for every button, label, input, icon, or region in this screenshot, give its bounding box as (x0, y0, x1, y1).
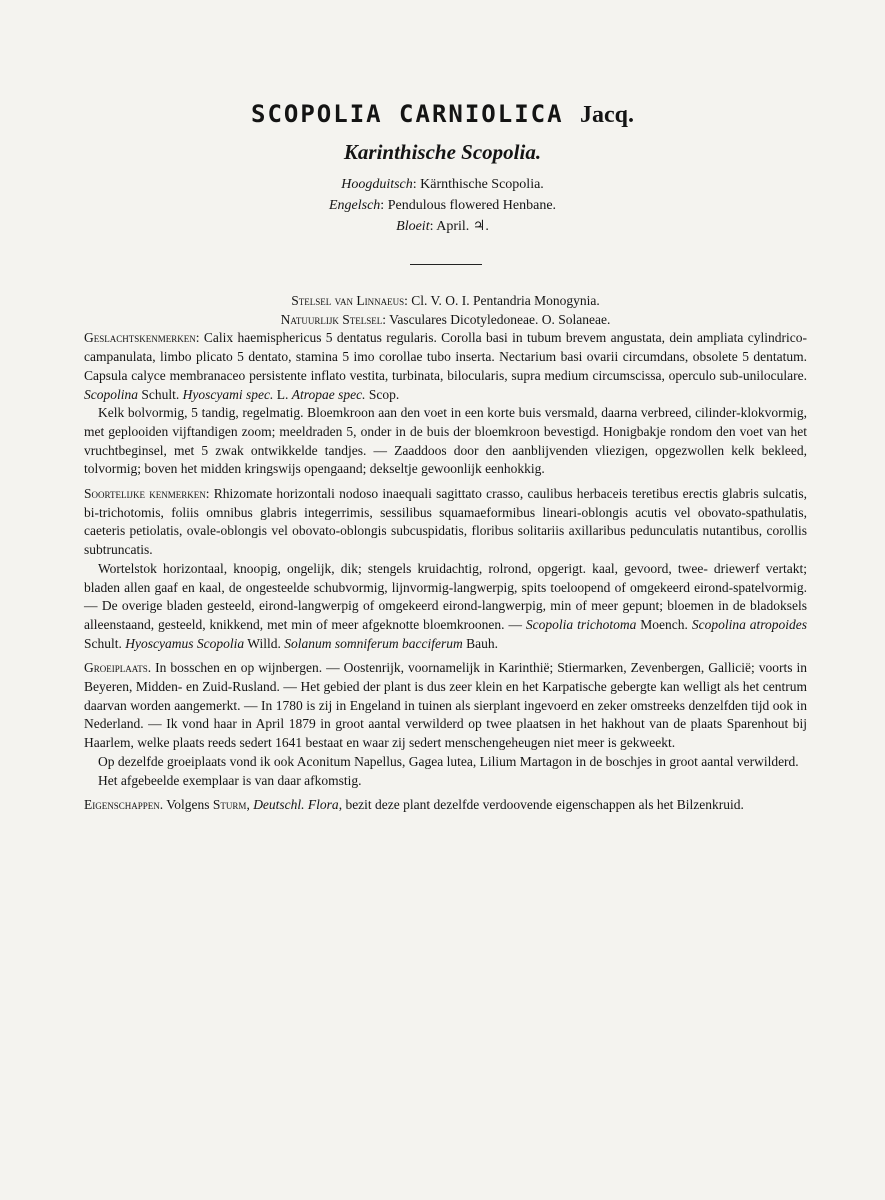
synonym: Scopolina atropoides (691, 616, 808, 632)
name-label: Bloeit (396, 219, 430, 234)
name-value: April. ♃. (436, 219, 489, 234)
page-subtitle: Karinthische Scopolia. (343, 140, 542, 164)
section-text: , bezit deze plant dezelfde verdoovende eigenschappen als het Bilzenkruid. (338, 797, 744, 813)
section-label: Stelsel van Linnaeus (291, 293, 405, 308)
stelsel-linnaeus: Stelsel van Linnaeus: Cl. V. O. I. Pentandria Monogynia. (291, 293, 600, 308)
section-text: Wortelstok horizontaal, knoopig, ongelijk, dik; stengels kruidachtig, rolrond, opgerigt. kaal, gevoord, twee- driewerf vertakt; bladen allen gaaf en kaal, de ongesteelde schubvormig, lijnvormig-langwerpig, spits toeloopend of omgekeerd eirond-spatelvormig. — De overige bladen gesteeld, eirond-langwerpig of omgekeerd eirond-langwerpig, min of meer gepunt; bloemen in de bladoksels alleenstaand, gesteeld, knikkend, met min of meer afgeknotte bloemkroonen. — (84, 560, 807, 632)
section-label: Soortelijke kenmerken (84, 486, 206, 502)
section-text: Calix haemisphericus 5 dentatus regularis. Corolla basi in tubum brevem angustata, dein ampliata cylindrico-campanulata, limbo plicato 5 dentato, stamina 5 imo corollae tubo inserta. Nectarium basi ovarii circumdans, obsolete 5 dentatum. Capsula calyce membranaceo persistente inflato vestita, turbinata, bilocularis, supra medium circumscissa, operculo sub-uniloculare. (84, 330, 807, 383)
common-names (0, 174, 885, 237)
eigenschappen: Eigenschappen. Volgens Sturm, Deutschl. Flora, bezit deze plant dezelfde verdoovende eigenschappen als het Bilzenkruid. (84, 797, 744, 813)
title-genus-species: SCOPOLIA CARNIOLICA (251, 100, 564, 128)
groeiplaats-p2: Op dezelfde groeiplaats vond ik ook Aconitum Napellus, Gagea lutea, Lilium Martagon in de boschjes in groot aantal verwilderd. (98, 753, 799, 769)
synonym-author: Moench. (640, 616, 688, 632)
section-text: Volgens (166, 797, 210, 813)
section-text: Cl. V. O. I. Pentandria Monogynia. (411, 293, 600, 308)
natuurlijk-stelsel: Natuurlijk Stelsel: Vasculares Dicotyledoneae. O. Solaneae. (280, 311, 611, 327)
synonym: Scopolia trichotoma (525, 616, 637, 632)
geslachtskenmerken-latin: Geslachtskenmerken: Calix haemisphericus 5 dentatus regularis. Corolla basi in tubum brevem angustata, dein ampliata cylindrico-campanulata, limbo plicato 5 dentato, stamina 5 imo corollae tubo inserta. Nectarium basi ovarii circumdans, obsolete 5 dentatum. Capsula calyce membranaceo persistente inflato vestita, turbinata, bilocularis, supra medium circumscissa, operculo sub-uniloculare. Scopolina Schult. Hyoscyami spec. L. Atropae spec. Scop. (84, 330, 807, 402)
synonym-author: Willd. (247, 635, 281, 651)
section-text: Vasculares Dicotyledoneae. O. Solaneae. (389, 311, 611, 327)
author-name: Sturm (212, 797, 247, 813)
section-text: Rhizomate horizontali nodoso inaequali sagittato crasso, caulibus herbaceis teretibus erectis glabris sulcatis, bi-trichotomis, foliis omnibus glabris integerrimis, sessilibus squamaeformibus lineari-oblongis acutis vel obovato-spathulatis, caeteris petiolatis, ovale-oblongis vel obovato-oblongis subcuspidatis, floribus solitariis axillaribus pedunculatis nutantibus, corollis subtruncatis. (84, 486, 807, 558)
divider-rule (410, 264, 482, 265)
name-german: Hoogduitsch: Kärnthische Scopolia. (341, 177, 544, 192)
section-label: Groeiplaats. (84, 660, 152, 676)
synonym-author: Bauh. (466, 635, 498, 651)
synonym-author: Schult. (141, 386, 180, 402)
name-value: Pendulous flowered Henbane. (387, 198, 557, 213)
geslachtskenmerken-dutch: Kelk bolvormig, 5 tandig, regelmatig. Bloemkroon aan den voet in een korte buis versmald, daarna verbreed, cilinder-klokvormig, met geplooiden vijftandigen zoom; meeldraden 5, onder in de buis der bloemkroon bevestigd. Honigbakje rondom den voet van het vruchtbeginsel, met 5 zwak ontwikkelde tandjes. — Zaaddoos door den aanblijvenden vliezigen, opgezwollen kelk bekleed, tolvormig; boven het midden kringswijs opengaand; dekseltje gewoonlijk eenhokkig. (84, 405, 807, 477)
soortelijke-dutch (84, 560, 807, 654)
work-title: Deutschl. Flora (253, 797, 339, 813)
section-text: In bosschen en op wijnbergen. — Oostenrijk, voornamelijk in Karinthië; Stiermarken, Zevenbergen, Gallicië; voorts in Beyeren, Midden- en Zuid-Rusland. — Het gebied der plant is dus zeer klein en het Karpatische gebergte kan welligt als het centrum daarvan worden aangemerkt. — In 1780 is zij in Engeland in tuinen als sierplant ingevoerd en zeker omstreeks denzelfden tijd ook in Nederland. — Ik vond haar in April 1879 in groot aantal verwilderd op twee plaatsen in het hakhout van de plaats Sparenhout bij Haarlem, welke plaats reeds sedert 1641 bestaat en waar zij sedert menschengeheugen niet meer is gekweekt. (84, 660, 808, 751)
synonym-author: Schult. (84, 635, 122, 651)
document-body (84, 292, 807, 815)
flowering-time: Bloeit: April. ♃. (396, 219, 489, 234)
name-label: Engelsch (328, 198, 381, 213)
section-label: Geslachtskenmerken (84, 330, 196, 346)
synonym: Hyoscyamus Scopolia (125, 635, 245, 651)
page-title (0, 100, 885, 129)
name-value: Kärnthische Scopolia. (420, 177, 544, 192)
synonym: Atropae spec. (291, 386, 366, 402)
synonym: Scopolina (84, 386, 138, 402)
synonym: Hyoscyami spec. (182, 386, 274, 402)
synonym: Solanum somniferum bacciferum (284, 635, 463, 651)
section-label: Eigenschappen. (84, 797, 164, 813)
name-label: Hoogduitsch (341, 177, 413, 192)
synonym-author: Scop. (368, 386, 400, 402)
groeiplaats (84, 659, 807, 753)
soortelijke-latin: Soortelijke kenmerken: Rhizomate horizontali nodoso inaequali sagittato crasso, caulibus herbaceis teretibus erectis glabris sulcatis, bi-trichotomis, foliis omnibus glabris integerrimis, sessilibus squamaeformibus lineari-oblongis acutis vel obovato-spathulatis, caeteris petiolatis, ovale-oblongis vel obovato-oblongis subcuspidatis, floribus solitariis axillaribus pedunculatis nutantibus, corollis subtruncatis. (84, 486, 807, 558)
synonym-author: L. (276, 386, 289, 402)
title-author: Jacq. (580, 102, 634, 128)
name-english: Engelsch: Pendulous flowered Henbane. (328, 198, 557, 213)
groeiplaats-p3: Het afgebeelde exemplaar is van daar afkomstig. (98, 772, 362, 788)
section-label: Natuurlijk Stelsel (280, 311, 383, 327)
